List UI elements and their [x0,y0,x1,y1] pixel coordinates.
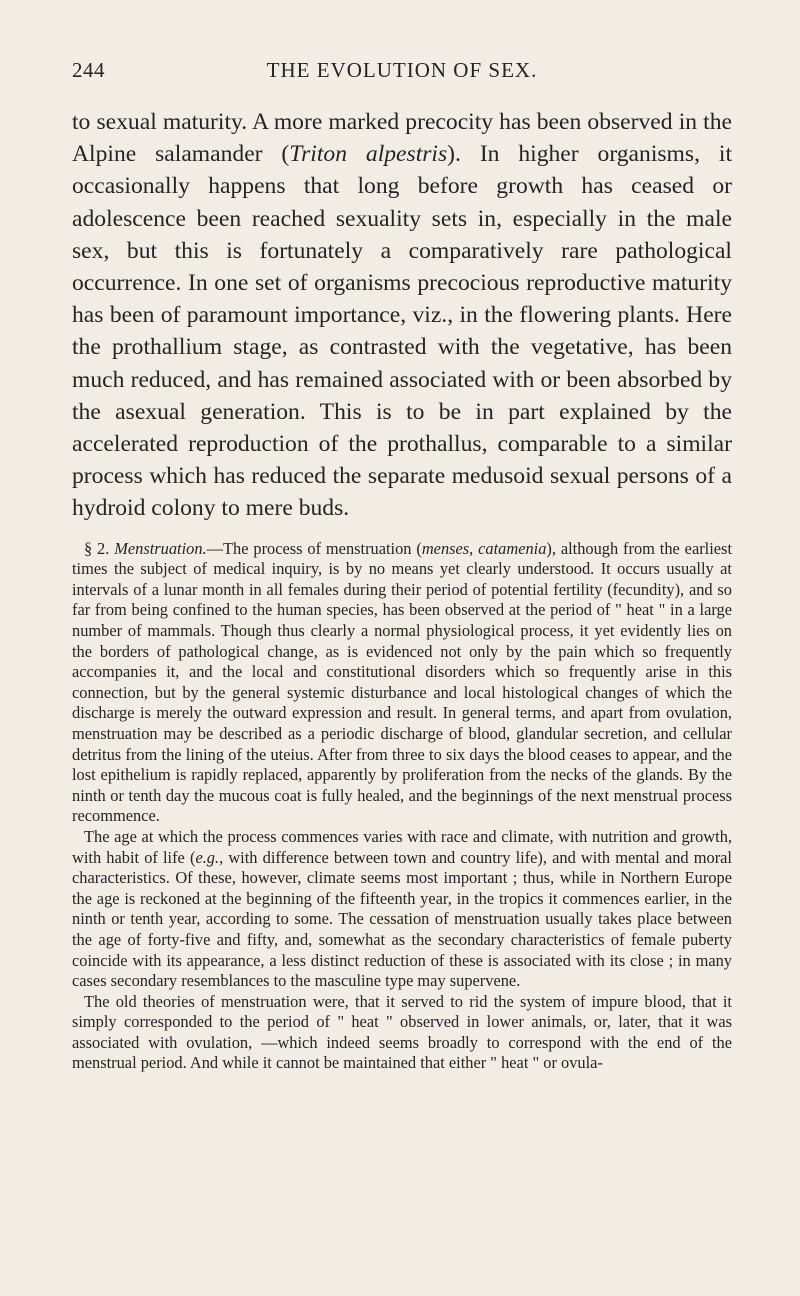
intro-text-part1: to sexual maturity. A more marked precocity has been observed in the Alpine salamander ( [72,109,732,168]
running-title: THE EVOLUTION OF SEX. [266,58,538,82]
book-page [72,58,732,1074]
section-body-text: ), although from the earliest times the subject of medical inquiry, is by no means yet clearly understood. It occurs usually at intervals of a lunar month in all females during their period of potential fertility (fecundity), and so far from being confined to the human species, has been observed at the period of " heat " in a large number of mammals. Though thus clearly a normal physiological process, it yet evidently lies on the borders of pathological change, as is evidenced not only by the pain which so frequently accompanies it, and the local and constitutional disorders which so frequently arise in this connection, but by the general systemic disturbance and local histological changes of which the discharge is merely the outward expression and result. In general terms, and apart from ovulation, menstruation may be described as a periodic discharge of blood, glandular secretion, and cellular detritus from the lining of the uteius. After from three to six days the blood ceases to appear, and the lost epithelium is rapidly replaced, apparently by proliferation from the necks of the glands. By the ninth or tenth day the mucous coat is fully healed, and the beginnings of the next menstrual process recommence. [72,538,732,826]
intro-paragraph [72,106,732,525]
intro-text-part2: ). In higher organisms, it occasionally happens that long before growth has ceased or adolescence been reached sexuality sets in, especially in the male sex, but this is fortunately a comparatively rare pathological occurrence. In one set of organisms precocious reproductive maturity has been of paramount importance, viz., in the flowering plants. Here the prothallium stage, as contrasted with the vegetative, has been much reduced, and has remained associated with or been absorbed by the asexual generation. This is to be in part explained by the accelerated reproduction of the prothallus, comparable to a similar process which has reduced the separate medusoid sexual persons of a hydroid colony to mere buds. [72,141,732,522]
eg-abbreviation: e.g. [195,847,220,867]
page-header [72,58,732,90]
age-paragraph [72,827,732,992]
theories-text: The old theories of menstruation were, that it served to rid the system of impure blood, that it simply corresponded to the period of " heat " observed in lower animals, or, later, that it was associated with ovulation, —which indeed seems broadly to correspond with the end of the menstrual period. And while it cannot be maintained that either " heat " or ovula- [72,991,732,1073]
theories-paragraph [72,992,732,1074]
term-menses: menses [421,538,470,558]
age-text-part1: The age at which the process commences varies with race and climate, with nutrition and growth, with habit of life ( [72,826,732,867]
section-number: § 2. [84,538,110,558]
section-title: Menstruation. [114,538,207,558]
term-separator: , [469,538,479,558]
species-name: Triton alpestris [289,141,448,168]
term-catamenia: catamenia [478,538,547,558]
age-text-part2: , with difference between town and country life), and with mental and moral characteristics. Of these, however, climate seems most important ; thus, while in Northern Europe the age is reckoned at the beginning of the fifteenth year, in the tropics it commences earlier, in the ninth or tenth year, according to some. The cessation of menstruation usually takes place between the age of forty-five and fifty, and, somewhat as the secondary characteristics of female puberty coincide with its appearance, a less distinct reduction of these is associated with its close ; in many cases secondary resemblances to the masculine type may supervene. [72,847,732,991]
section-intro-dash: —The process of menstruation ( [206,538,422,558]
section-2-paragraph [72,539,732,827]
page-number: 244 [72,58,105,82]
